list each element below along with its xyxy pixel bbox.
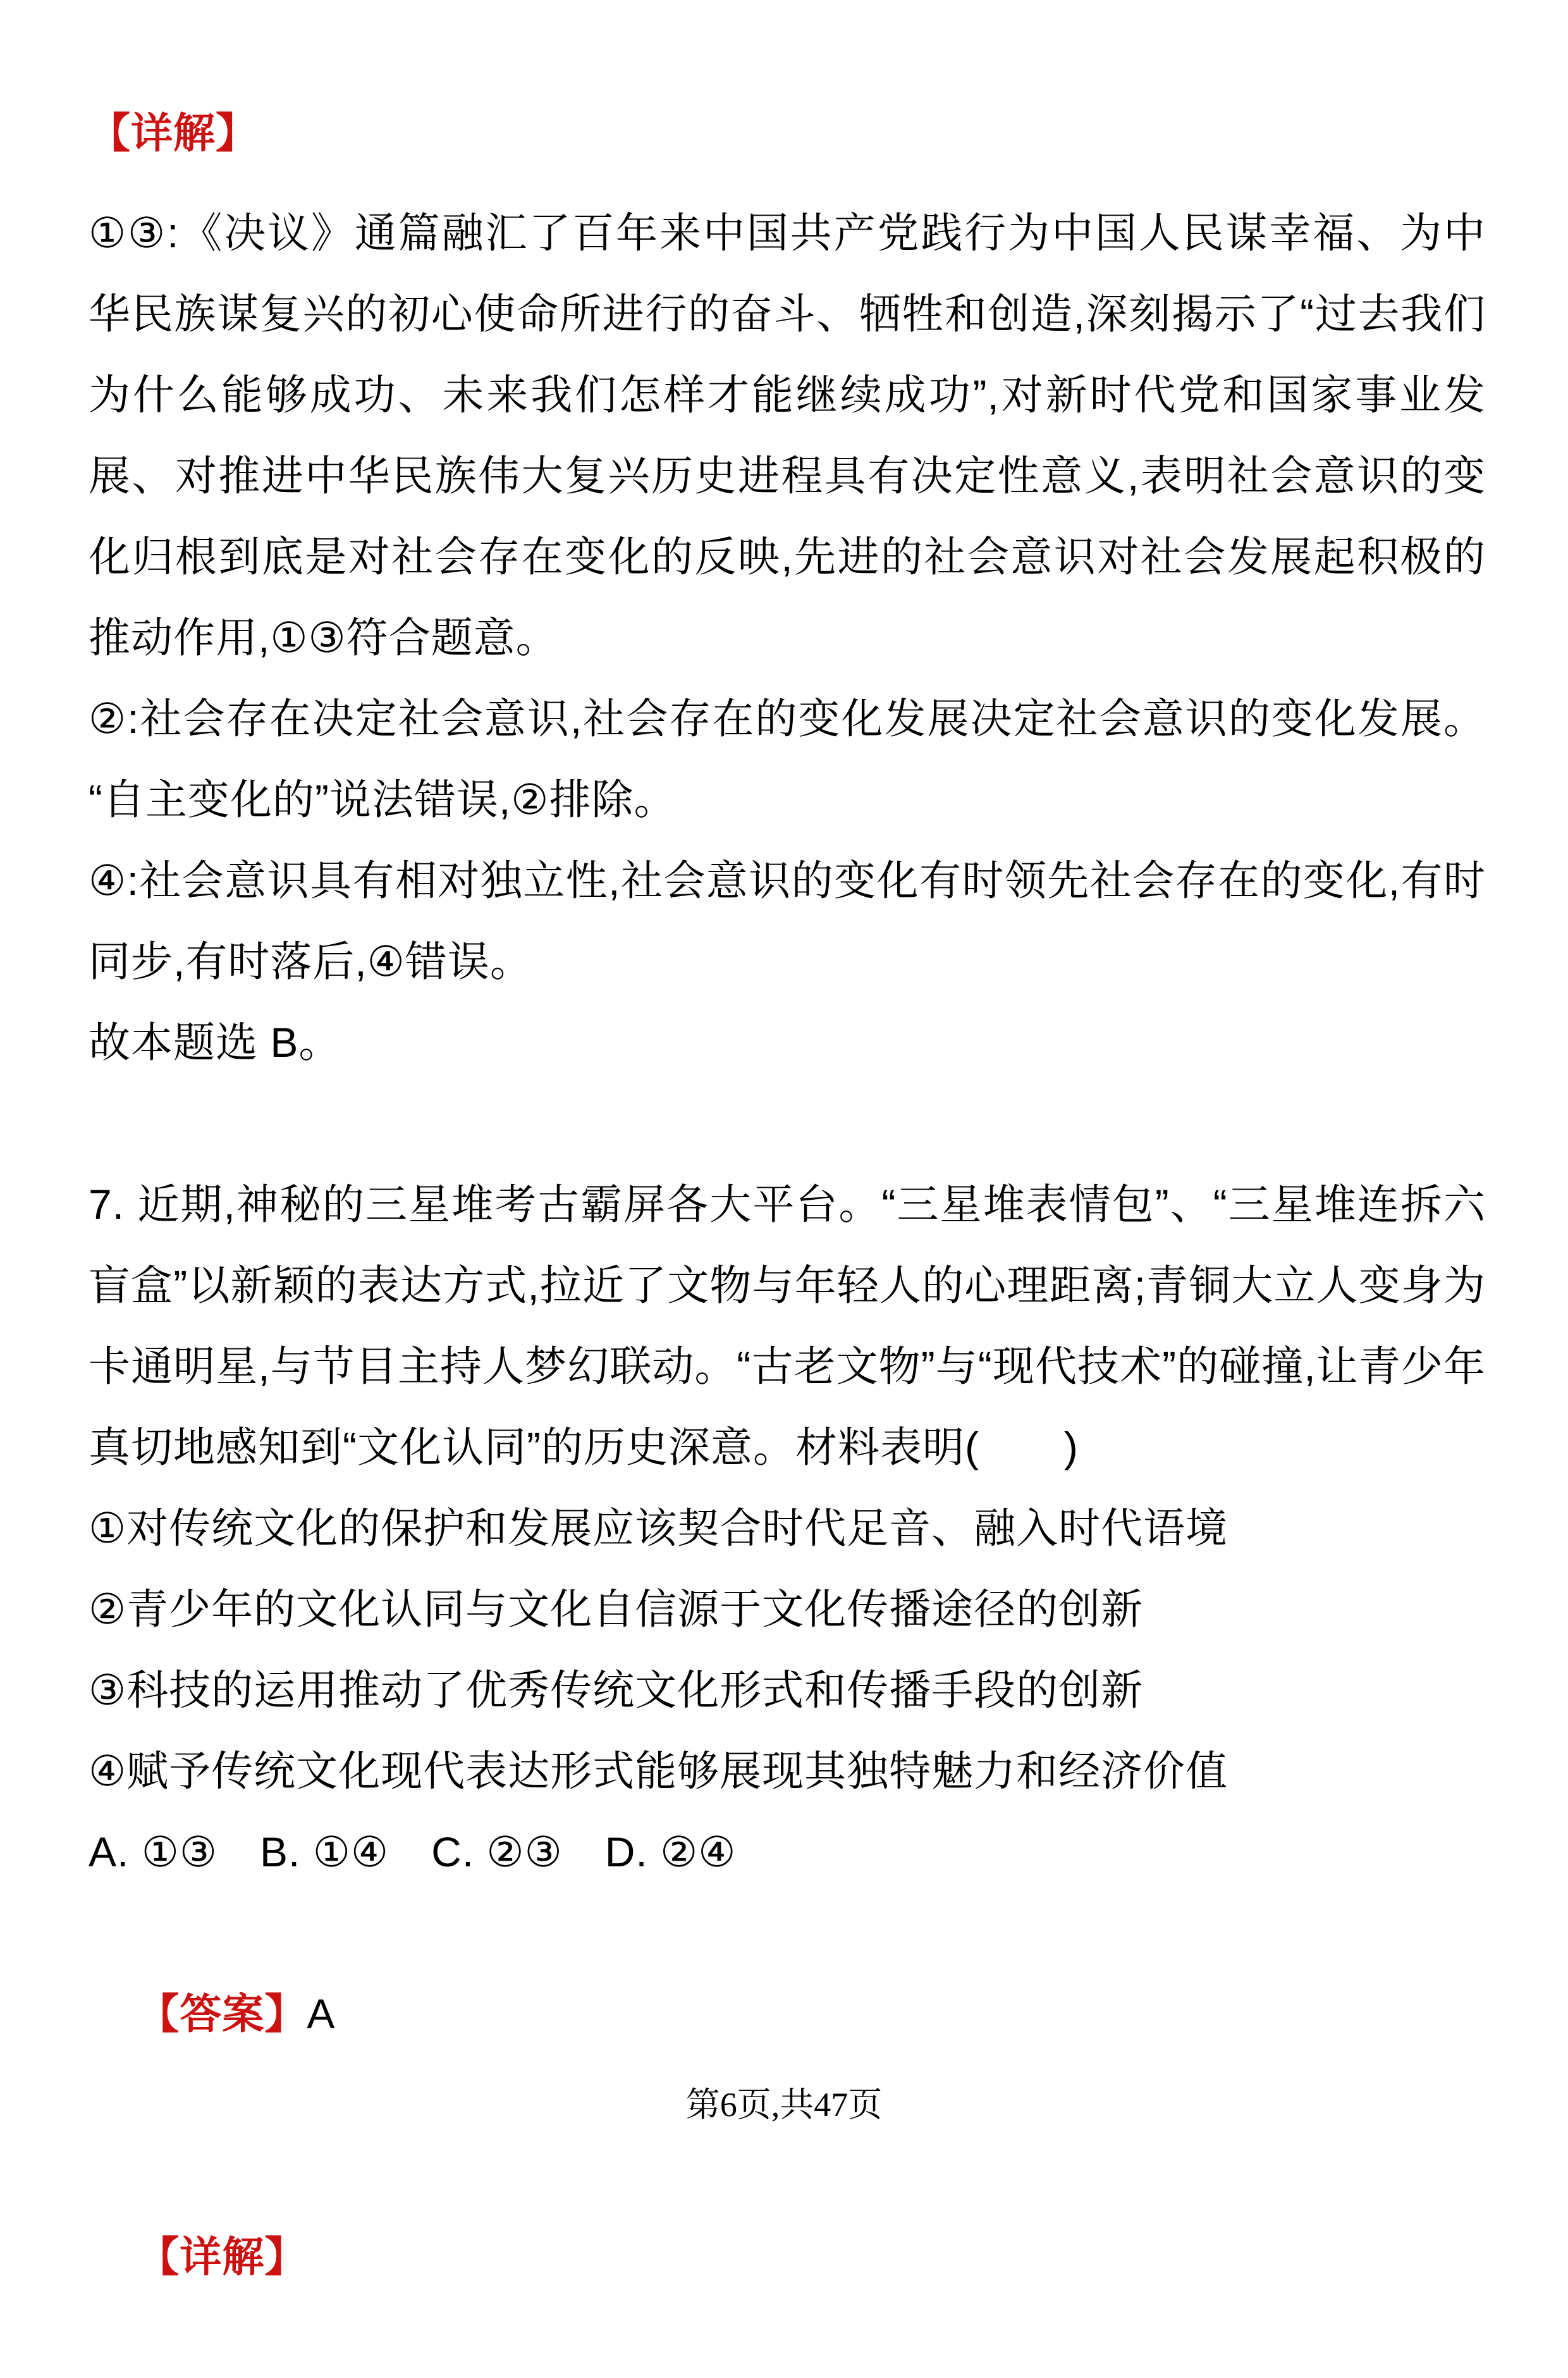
question-option: ④赋予传统文化现代表达形式能够展现其独特魅力和经济价值 (89, 1747, 1228, 1794)
question-stem: 7. 近期,神秘的三星堆考古霸屏各大平台。“三星堆表情包”、“三星堆连拆六盲盒”以新颖的表达方式,拉近了文物与年轻人的心理距离;青铜大立人变身为卡通明星,与节目主持人梦幻联动。“古老文物”与“现代技术”的碰撞,让青少年真切地感知到“文化认同”的历史深意。材料表明( ) (89, 1181, 1486, 1470)
question-option: ①对传统文化的保护和发展应该契合时代足音、融入时代语境 (89, 1505, 1228, 1551)
explanation-paragraph: ④:社会意识具有相对独立性,社会意识的变化有时领先社会存在的变化,有时同步,有时落后,④错误。 (89, 857, 1486, 985)
choices-line: A. ①③ B. ①④ C. ②③ D. ②④ (89, 1828, 737, 1875)
explanation-paragraph: ②:社会存在决定社会意识,社会存在的变化发展决定社会意识的变化发展。“自主变化的”说法错误,②排除。 (89, 695, 1486, 823)
question-option: ②青少年的文化认同与文化自信源于文化传播途径的创新 (89, 1586, 1144, 1632)
answer-value: A (307, 1990, 336, 2037)
detail-line (89, 2135, 1486, 2378)
explanation-paragraph: ①③:《决议》通篇融汇了百年来中国共产党践行为中国人民谋幸福、为中华民族谋复兴的初心使命所进行的奋斗、牺牲和创造,深刻揭示了“过去我们为什么能够成功、未来我们怎样才能继续成功”,对新时代党和国家事业发展、对推进中华民族伟大复兴历史进程具有决定性意义,表明社会意识的变化归根到底是对社会存在变化的反映,先进的社会意识对社会发展起积极的推动作用,①③符合题意。 (89, 209, 1486, 661)
detail-header-label: 【详解】 (89, 109, 258, 156)
explanation-conclusion: 故本题选 B。 (89, 1019, 341, 1066)
question-option: ③科技的运用推动了优秀传统文化形式和传播手段的创新 (89, 1666, 1144, 1713)
detail-label: 【详解】 (137, 2233, 307, 2280)
detail-header (89, 92, 1486, 173)
page-footer: 第6页,共47页 (685, 2086, 883, 2124)
answer-label: 【答案】 (137, 1990, 307, 2037)
